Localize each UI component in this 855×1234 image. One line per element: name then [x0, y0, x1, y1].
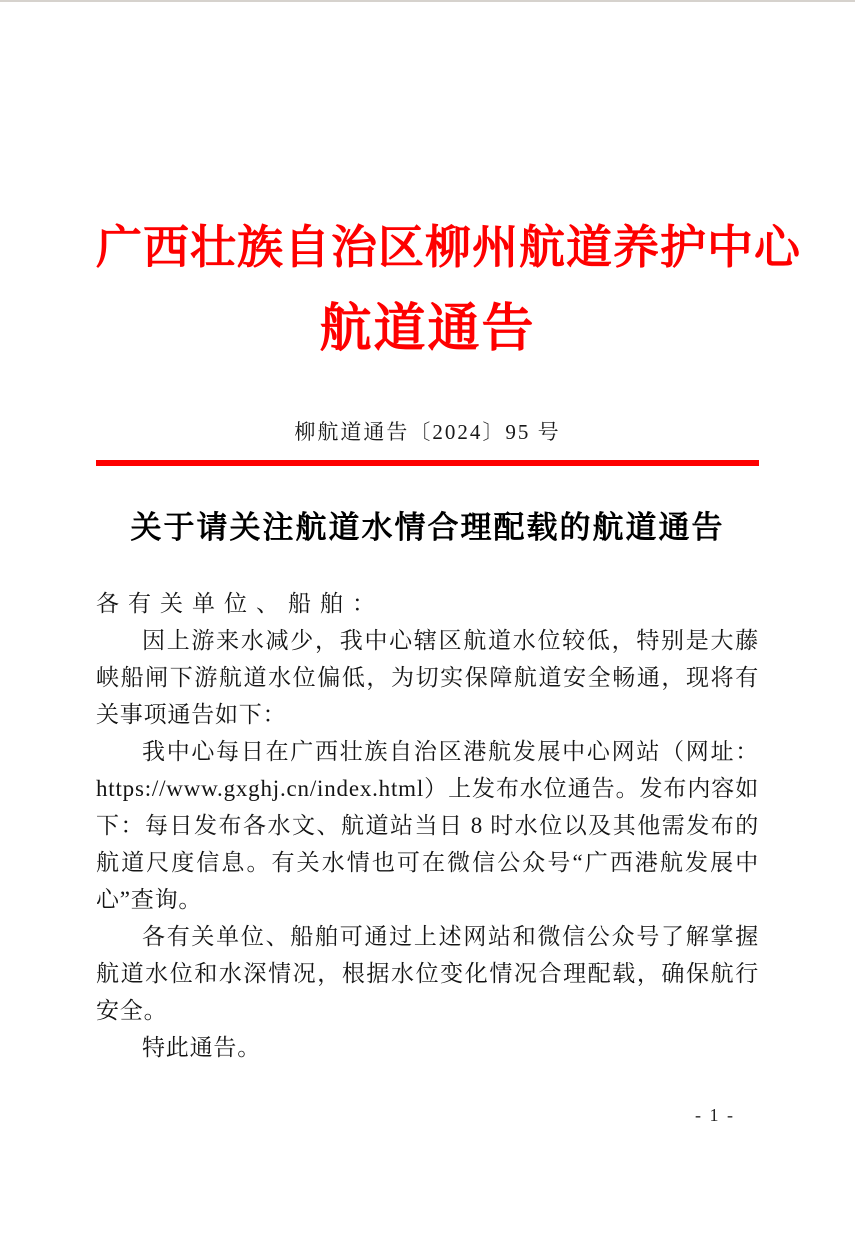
body-paragraphs [96, 622, 759, 1066]
org-title-line2: 航道通告 [319, 301, 536, 358]
body-paragraph: 我中心每日在广西壮族自治区港航发展中心网站（网址：https://www.gxghj.cn/index.html）上发布水位通告。发布内容如下：每日发布各水文、航道站当日 8 时水位以及其他需发布的航道尺度信息。有关水情也可在微信公众号“广西港航发展中心”查询。 [96, 739, 759, 912]
body-paragraph: 各有关单位、船舶可通过上述网站和微信公众号了解掌握航道水位和水深情况，根据水位变化情况合理配载，确保航行安全。 [96, 924, 759, 1023]
page-number: - 1 - [695, 1105, 735, 1125]
notice-title: 关于请关注航道水情合理配载的航道通告 [130, 510, 725, 545]
body-paragraph: 因上游来水减少，我中心辖区航道水位较低，特别是大藤峡船闸下游航道水位偏低，为切实保障航道安全畅通，现将有关事项通告如下： [96, 628, 759, 727]
doc-number: 柳航道通告〔2024〕95 号 [294, 420, 561, 444]
notice-body [96, 585, 759, 1066]
red-divider-line [96, 460, 759, 466]
body-paragraph: 特此通告。 [142, 1035, 261, 1060]
document-letterhead [96, 210, 801, 366]
salutation: 各有关单位、船舶： [96, 591, 384, 616]
org-title-line1: 广西壮族自治区柳州航道养护中心 [96, 222, 801, 273]
